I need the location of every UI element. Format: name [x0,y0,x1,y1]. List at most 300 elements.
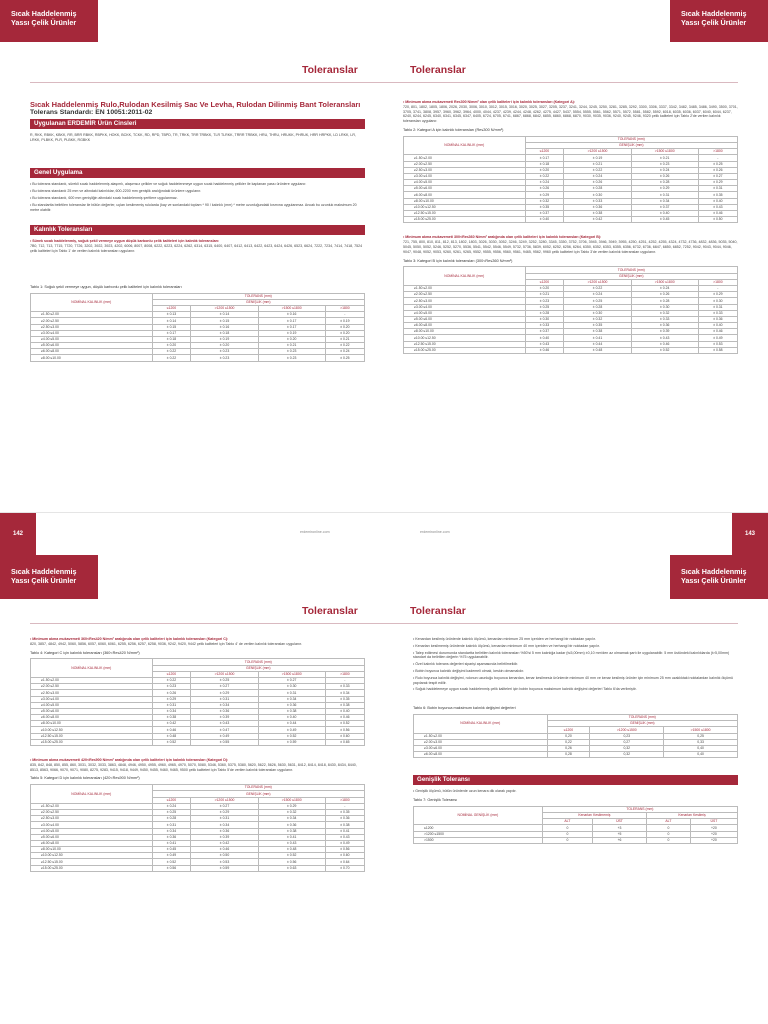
table-cell: ≥3.00 ≤6.00 [414,745,548,751]
table-cell: ± 0.40 [258,715,325,721]
tab-title-line1: Sıcak Haddelenmiş [681,567,747,576]
table-row [404,347,738,353]
table-cell: ± 0.38 [258,708,325,714]
table-cell: ± 0.23 [258,355,325,361]
table6-caption: Tablo 6: Bobin boyunca maksimum kalınlık değişimi değerleri [413,706,516,711]
table-cell: ± 0.48 [152,733,191,739]
table-cell: ± 0.36 [152,834,191,840]
column-header: >1800 [698,149,737,155]
table-cell: ≥12.50 ≤15.00 [404,211,526,217]
table-cell: ≥8.00 ≤10.00 [31,721,153,727]
table-cell: ≥3.00 ≤4.00 [31,696,153,702]
category-a-intro: • Sünek sıcak haddelenmiş, soğuk şekil vermeye uygun düşük karbonlu çelik kaliteleri için kalınlık toleransları: 7B0, 712, 713, 7715, 7720, 7726, 3202, 3922, 3923, 4202, 6006, 8007, 8008, 6222, 6223, 6224, 6262, 6314, 6315, 6400, 6407, 6412, 6413, 6422, 6423, 6424, 6426, 6523, 6624, 7222, 7234, 7414, 7418, 7524 çelik kaliteleri için Tablo 1' de verilen kalınlık toleransları uygulanır. [30,239,363,253]
section-title-right: Toleranslar [410,64,466,76]
table-cell: ± 0.40 [698,198,737,204]
table-cell: ± 0.52 [152,739,191,745]
column-header: ≤1200 [547,727,590,733]
table-cell: ± 0.38 [325,822,364,828]
thickness-header: NOMİNAL KALINLIK (mm) [31,293,153,312]
table-cell: ± 0.26 [631,173,698,179]
table-cell: 0,40 [664,745,738,751]
general-item: • Bu tolerans standardı, 600 mm genişliğin altındaki sıcak haddelenmiş şeritlere uygulanmaz. [30,195,178,200]
table-cell: ± 0.29 [698,180,737,186]
table-cell: ± 0.36 [191,708,258,714]
width-header: GENİŞLİK (mm) [152,299,364,305]
table-cell: ≥1.50 ≤2.00 [31,312,153,318]
table-cell: ± 0.22 [325,343,364,349]
table-cell: ± 0.39 [631,329,698,335]
table-cell: ± 0.30 [258,684,325,690]
table-cell: ± 0.42 [564,217,631,223]
table-cell: ± 0.30 [564,192,631,198]
table-cell: ± 0.21 [631,155,698,161]
table-cell: ± 0.36 [258,822,325,828]
table-cell: 0,28 [547,752,590,758]
table-cell: ≥15.00 ≤25.00 [31,865,153,871]
bar-products: Uygulanan ERDEMİR Ürün Cinsleri [30,119,365,129]
table-cell: 0,27 [590,739,664,745]
table-cell: ≥2.00 ≤2.50 [404,161,526,167]
bar-thickness: Kalınlık Toleransları [30,225,365,235]
table-cell: +3 [592,825,646,831]
table-cell: ± 0.20 [152,343,191,349]
tab-title-line2: Yassı Çelik Ürünler [11,576,77,585]
table-cell: ≥5.00 ≤6.00 [31,834,153,840]
table-cell: ± 0.35 [525,204,564,210]
table-cell: ± 0.24 [525,180,564,186]
tab-title-line1: Sıcak Haddelenmiş [681,9,747,18]
table-cell: ± 0.65 [325,739,364,745]
table-cell: ± 0.37 [631,204,698,210]
table-cell: ± 0.56 [325,847,364,853]
table-cell: ± 0.38 [152,715,191,721]
table-cell: ≥8.00 ≤10.00 [31,847,153,853]
table-cell: ≥3.00 ≤4.00 [404,304,526,310]
table-cell: ± 0.52 [258,733,325,739]
table-row [31,865,365,871]
table-cell: ± 0.49 [191,733,258,739]
table-cell: ≥2.50 ≤3.00 [404,167,526,173]
column-header: ALT [647,819,691,825]
table-cell: ± 0.20 [525,167,564,173]
header-tab-right [670,555,768,599]
table-cell: ± 0.28 [631,180,698,186]
table-cell: ± 0.33 [525,323,564,329]
table-cell: ± 0.26 [698,167,737,173]
table-cell: ± 0.23 [191,349,258,355]
table-cell: ± 0.21 [564,161,631,167]
table-cell: ≥3.00 ≤4.00 [404,173,526,179]
table-cell: ± 0.42 [191,840,258,846]
table2-caption: Tablo 2: Kategori A için kalınlık toleransları (Re≤300 N/mm²) [403,127,504,132]
table-cell: ± 0.29 [525,192,564,198]
table-cell: ± 0.35 [564,323,631,329]
table-cell: ± 0.31 [152,702,191,708]
table-cell: ≥15.00 ≤25.00 [404,347,526,353]
table-cell: ± 0.20 [325,324,364,330]
table5 [30,784,365,872]
table-cell: ± 0.49 [698,335,737,341]
table-cell: ≥10.00 ≤12.50 [404,204,526,210]
header-divider [30,82,738,83]
table-cell: ± 0.24 [631,285,698,291]
table-cell: ± 0.33 [698,310,737,316]
table-cell: ± 0.36 [631,323,698,329]
column-header: >1200 ≤1500 [564,279,631,285]
table-cell: ≥3.00 ≤4.00 [31,330,153,336]
category-d-block: • Minimum akma mukavemeti 420<Re≤900 N/mm² aralığında olan çelik kaliteleri için kalınlık toleransları (Kategori D): 835, 842, 848, 850, 855, 860, 3031, 3032, 3033, 3863, 4848, 4946, 4950, 4955, 4960, 4965, 4970, 5070, 5080, 5346, 5360, 5375, 5380, 5620, 5622, 5626, 5630, 5631, 8412, 8414, 8418, 8430, 8434, 8440, 8513, 8563, 9066, 9070, 9071, 9080, 8275, 9283, 9415, 9418, 9449, 9450, 9455, 9460, 9465, 9500 çelik kaliteleri için Tablo 5'de verilen kalınlık toleransları uygulanır. [30,758,357,772]
table-cell: ± 0.40 [525,217,564,223]
table-cell: 0,26 [547,745,590,751]
table-cell: ± 0.27 [258,677,325,683]
column-header: >1200 ≤1500 [590,727,664,733]
table-cell: ± 0.60 [325,733,364,739]
column-header: >1500 ≤1800 [258,797,325,803]
footer-url-right: erdemironline.com [420,530,450,534]
table-cell: ± 0.38 [564,211,631,217]
page-2-column [403,100,738,354]
page-1-column [30,100,365,362]
table-cell: ± 0.49 [152,853,191,859]
table-cell: ± 0.22 [152,677,191,683]
width-header: GENİŞLİK (mm) [525,273,737,279]
table-cell: ± 0.21 [325,336,364,342]
column-header: >1500 ≤1800 [258,671,325,677]
table-cell: ≥5.00 ≤6.00 [31,708,153,714]
table-cell: ± 0.23 [152,684,191,690]
table-cell: 0 [647,837,691,843]
table-cell: ± 0.22 [152,355,191,361]
width-header: NOMİNAL GENİŞLİK (mm) [414,806,543,825]
table-cell: +20 [690,837,737,843]
table-cell: 0 [542,825,592,831]
column-header: >1200 ≤1500 [191,305,258,311]
table-row [414,752,738,758]
table-cell: ± 0.23 [631,161,698,167]
table-cell: ± 0.22 [564,285,631,291]
thickness-header: NOMİNAL KALINLIK (mm) [31,785,153,804]
table-cell: ± 0.22 [525,173,564,179]
thickness-header: NOMİNAL KALINLIK (mm) [414,714,548,733]
table-cell: ± 0.41 [258,834,325,840]
table-cell: ± 0.40 [631,211,698,217]
table-cell: ± 0.27 [191,684,258,690]
table-cell: 0,32 [590,745,664,751]
table-cell: ± 0.14 [191,312,258,318]
bullet-item: • Kenardan kesilmiş ürünlerde kalınlık ölçümü, kenardan minimum 25 mm içeriden ve herhangi bir noktadan yapılır. [413,637,596,641]
table-cell: ± 0.55 [191,739,258,745]
table-cell: ± 0.48 [564,347,631,353]
table-cell: ≥1.50 ≤2.00 [31,803,153,809]
page-number-left: 142 [0,513,36,555]
table-cell: ± 0.37 [525,211,564,217]
table-cell: ≥12.50 ≤15.00 [31,733,153,739]
table-cell: ± 0.59 [191,865,258,871]
table-cell: ± 0.43 [191,721,258,727]
table-cell: ± 0.27 [698,173,737,179]
column-header: >1800 [325,797,364,803]
table-cell: ± 0.34 [258,816,325,822]
table-cell: ± 0.34 [152,708,191,714]
table-cell: ≥4.00 ≤5.00 [404,180,526,186]
table-cell: ± 0.35 [698,192,737,198]
table-cell: >1500 [414,837,543,843]
header-tab-left [0,555,98,599]
table-cell: ± 0.32 [258,809,325,815]
table-cell: ≥10.00 ≤12.50 [404,335,526,341]
table-cell: ± 0.19 [564,155,631,161]
table-cell: 0,23 [590,733,664,739]
table-cell: ± 0.27 [191,803,258,809]
table-cell: ± 0.18 [525,161,564,167]
table-cell: ± 0.36 [698,316,737,322]
table-cell: ± 0.25 [325,355,364,361]
table-cell: ± 0.17 [258,318,325,324]
table-cell: - [325,677,364,683]
bar-width: Genişlik Toleransı [413,775,738,785]
table-cell: ± 0.17 [152,330,191,336]
table-cell: ± 0.32 [631,310,698,316]
tab-title-line2: Yassı Çelik Ürünler [681,576,747,585]
table-cell: ± 0.52 [152,859,191,865]
category-a-block: • Minimum akma mukavemeti Re≤300 N/mm² olan çelik kaliteleri için kalınlık toleransları (Kategori A): 720, 801, 1802, 1805, 1806, 2026, 2030, 3006, 3010, 3012, 3015, 3016, 3020, 3025, 3027, 3205, 3237, 3241, 3244, 3245, 3250, 3281, 3285, 3292, 3300, 3306, 3337, 3342, 3482, 3485, 3486, 3490, 3500, 3701, 3705, 3741, 3808, 3957, 3960, 3962, 3964, 4000, 4044, 4237, 4239, 4244, 4248, 4262, 4275, 4427, 5437, 5554, 5555, 5561, 5562, 5571, 5572, 5581, 5582, 5592, 6018, 6035, 6036, 6037, 6040, 6044, 6237, 6240, 6244, 6245, 6340, 6341, 6345, 6347, 6405, 6724, 6705, 6741, 6867, 6868, 6842, 6855, 6860, 6868, 6870, 9030, 9035, 9036, 9240, 9245, 9246, 9320 çelik kaliteleri için Tablo 2'de verilen kalınlık toleransları uygulanır. [403,100,738,124]
table-cell: ± 0.33 [631,316,698,322]
page-3-column [30,637,365,872]
table-cell: ± 0.25 [152,809,191,815]
table-cell: ± 0.32 [525,198,564,204]
table-cell: ± 0.31 [258,690,325,696]
thickness-header: NOMİNAL KALINLIK (mm) [31,659,153,678]
table-cell: ± 0.40 [698,323,737,329]
column-header: ≤1200 [152,305,191,311]
table-cell: ± 0.46 [698,211,737,217]
thickness-header: NOMİNAL KALINLIK (mm) [404,136,526,155]
table-cell: ± 0.59 [258,739,325,745]
bullet-item: • Talep edilmesi durumunda standartta belirtilen kalınlık toleransları %50'si 5 mm kalınlığa kadar (t≤5,00mm) ±0,10 mm'den az olmamak şartı ile uygulanabilir. 5 mm üstündeki kalınlıklarda (t>5,00mm) standart da belirtilen değerin %75 uygulanabilir. [413,650,730,660]
table-cell: ± 0.30 [698,298,737,304]
column-header: >1200 ≤1500 [191,797,258,803]
table-cell: ± 0.43 [525,341,564,347]
bar-general: Genel Uygulama [30,168,365,178]
table-cell: ± 0.25 [191,677,258,683]
table-cell: ≥6.00 ≤8.00 [31,349,153,355]
table-cell: ± 0.34 [631,198,698,204]
table-cell: ≥10.00 ≤12.50 [31,853,153,859]
tab-title-line1: Sıcak Haddelenmiş [11,9,77,18]
table-cell: ± 0.31 [152,822,191,828]
column-header: ÜST [690,819,737,825]
table-cell: ± 0.58 [698,347,737,353]
table-cell: - [698,155,737,161]
column-header: >1500 ≤1800 [664,727,738,733]
table-cell: ± 0.63 [258,865,325,871]
column-header: >1200 ≤1500 [191,671,258,677]
table-cell: ± 0.49 [325,840,364,846]
table-cell: ± 0.28 [564,304,631,310]
table-cell: ≥10.00 ≤12.50 [31,727,153,733]
column-header: ALT [542,819,592,825]
column-header: >1800 [698,279,737,285]
table-cell: ± 0.52 [258,853,325,859]
table-cell: ± 0.15 [152,324,191,330]
table-cell: ± 0.23 [525,298,564,304]
table-cell: ≥12.50 ≤15.00 [31,859,153,865]
tolerance-header: TOLERANS (mm) [152,785,364,791]
table-cell: ± 0.42 [152,721,191,727]
table-cell: ± 0.28 [152,816,191,822]
tolerance-header: TOLERANS (mm) [525,136,737,142]
table-cell: ± 0.34 [191,702,258,708]
table-cell: ± 0.26 [631,292,698,298]
column-header: ÜST [592,819,646,825]
table-cell: ± 0.30 [631,304,698,310]
table-cell: - [698,285,737,291]
group-header: Kenarları Kesilmiş [647,813,738,819]
section-title-left: Toleranslar [302,64,358,76]
table-cell: ± 0.32 [564,316,631,322]
table-cell: ± 0.24 [325,349,364,355]
group-header: Kenarları Kesilmemiş [542,813,646,819]
table-cell: ≥5.00 ≤6.00 [404,316,526,322]
table-cell: ± 0.53 [698,341,737,347]
table-cell: ≥6.00 ≤8.00 [31,840,153,846]
table-cell: ± 0.28 [631,298,698,304]
table-cell: ≥2.50 ≤3.00 [31,816,153,822]
table-cell: ≤1200 [414,825,543,831]
bullet-item: • Rulo boyunca kalınlık değişimi, rulonun uzunluğu boyunca kenardan, kenar kesilmesiz ürünlerde minimum 40 mm ve kenar kesilmiş ürünler için minimum 25 mm uzaklıktaki noktalardan kalınlık ölçümü yapılarak tespit edilir. [413,675,734,685]
bullet-item: • Bobin boyunca kalınlık değişimi kademeli olmalı, keskin olmamalıdır. [413,668,525,673]
table-cell: ± 0.43 [631,335,698,341]
table-cell: ± 0.29 [698,292,737,298]
table-cell: ± 0.31 [631,192,698,198]
table-cell: ± 0.48 [258,847,325,853]
table-cell: ± 0.53 [191,859,258,865]
table-cell: ± 0.19 [258,330,325,336]
table-cell: ± 0.49 [258,727,325,733]
table-cell: ± 0.37 [525,329,564,335]
table-cell: ± 0.29 [631,186,698,192]
table-cell: ± 0.43 [698,204,737,210]
table-cell: ≥8.00 ≤10.00 [404,329,526,335]
table-cell: ≥2.00 ≤2.50 [31,318,153,324]
table-cell: ± 0.29 [152,696,191,702]
table-cell: ± 0.70 [325,865,364,871]
table-cell: 0,20 [547,733,590,739]
table-cell: ± 0.18 [152,336,191,342]
column-header: >1200 ≤1500 [564,149,631,155]
table-cell: ± 0.40 [325,708,364,714]
table-row [31,355,365,361]
table-cell: ≥4.00 ≤5.00 [31,702,153,708]
table-cell: 0,33 [664,739,738,745]
table-cell: ± 0.39 [191,715,258,721]
table-cell: ± 0.46 [325,715,364,721]
table-cell: ± 0.31 [191,816,258,822]
table-cell: ≥1.50 ≤2.00 [404,155,526,161]
footer-url-left: erdemironline.com [300,530,330,534]
general-item: • Bu tolerans standardı, sürekli sıcak haddelenmiş alaşımlı, alaşımsız çelikler ve soğuk haddelenmeye uygun sıcak haddelenmiş çelikler ile kaplanan yassı ürünlere uygulanır. [30,182,307,187]
table-cell: ± 0.25 [564,298,631,304]
table-cell: ± 0.41 [325,828,364,834]
table-cell: ± 0.36 [258,702,325,708]
bullet-item: • Kenarları kesilmemiş ürünlerde kalınlık ölçümü, kenardan minimum 40 mm içeriden ve herhangi bir noktadan yapılır. [413,643,600,648]
spread-bottom [0,512,768,1024]
table-cell: +20 [690,825,737,831]
section-title-left: Toleranslar [302,605,358,617]
page-4-column [413,637,738,844]
table-cell: ± 0.43 [325,834,364,840]
table-cell: 0,32 [590,752,664,758]
table-cell: ± 0.21 [525,292,564,298]
table-row [404,217,738,223]
tab-title-line2: Yassı Çelik Ürünler [681,18,747,27]
table-cell: ± 0.44 [258,721,325,727]
table6 [413,714,738,758]
table-cell: ± 0.18 [191,330,258,336]
table-cell: ≥15.00 ≤25.00 [31,739,153,745]
table-cell: ± 0.56 [258,859,325,865]
table-cell: 0 [647,831,691,837]
table-cell: - [325,312,364,318]
table-cell: ± 0.28 [564,186,631,192]
column-header: >1500 ≤1800 [631,279,698,285]
category-b-block: • Minimum akma mukavemeti 300<Re≤360 N/mm² aralığında olan çelik kaliteleri için kalınlık toleransları (Kategori B): 721, 755, 800, 810, 811, 812, 813, 1802, 1803, 3026, 3030, 3052, 3246, 3249, 3252, 3280, 3345, 3350, 3752, 3706, 3945, 3946, 3949, 3955, 4250, 4251, 4252, 4255, 4324, 4732, 4736, 4832, 4836, 5035, 5040, 5045, 5050, 5052, 5246, 5252, 5270, 5536, 5541, 5542, 5546, 5549, 5732, 5736, 5839, 6052, 6252, 6256, 6264, 6350, 6352, 6353, 6355, 6356, 6732, 6736, 6847, 6850, 6852, 7252, 9042, 9043, 9044, 9046, 9047, 9048, 9052, 9053, 9260, 9261, 9265, 9552, 9555, 9556, 9560, 9561, 9465, 9562, 9960 çelik kaliteleri için Tablo 3'de verilen kalınlık toleransları uygulanır. [403,235,738,254]
table-cell: ≥4.00 ≤5.00 [31,828,153,834]
header-tab-left [0,0,98,42]
table-cell: ≥5.00 ≤6.00 [404,186,526,192]
table-cell: ± 0.45 [631,217,698,223]
table-cell: +20 [690,831,737,837]
tolerance-header: TOLERANS (mm) [152,293,364,299]
table-cell: ± 0.34 [152,828,191,834]
table-cell: ± 0.29 [191,809,258,815]
table-cell: ± 0.56 [325,727,364,733]
table-cell: ± 0.50 [191,853,258,859]
bullet-item: • Özel kalınlık tolerans değerleri siparişi aşamasında belirtilmelidir. [413,662,519,667]
table-cell: ± 0.38 [258,828,325,834]
table-cell: ≥6.00 ≤8.00 [404,192,526,198]
width-header: GENİŞLİK (mm) [525,142,737,148]
tab-title-line1: Sıcak Haddelenmiş [11,567,77,576]
tolerance-header: TOLERANS (mm) [547,714,737,720]
table-cell: ± 0.29 [191,690,258,696]
table-cell: ± 0.52 [325,721,364,727]
table-cell: ± 0.20 [525,285,564,291]
table-cell: ± 0.31 [698,304,737,310]
table-cell: ± 0.20 [191,343,258,349]
column-header: >1500 ≤1800 [631,149,698,155]
table-cell: ≥1.50 ≤2.00 [404,285,526,291]
table-cell: ≥2.50 ≤3.00 [31,324,153,330]
table-cell: 0,40 [664,752,738,758]
column-header: >1800 [325,671,364,677]
tab-title-line2: Yassı Çelik Ürünler [11,18,77,27]
table-cell: ± 0.23 [191,355,258,361]
table-cell: ≥2.00 ≤2.50 [31,809,153,815]
table-cell: ± 0.13 [152,312,191,318]
table-cell: 0 [647,825,691,831]
table-cell: ≥6.00 ≤8.00 [31,715,153,721]
table-cell: ± 0.38 [564,329,631,335]
table-cell: ≥4.00 ≤5.00 [31,336,153,342]
header-divider [30,623,738,624]
general-item: • Bu standartta belirtilen toleranslar ile bütün değerler, uçları kesilmemiş rulolarda (kay ve sonlandaki toplam * 90 / kalınlık (mm) * metre uzunluğundaki kısmına uygulanmaz. Ancak bu uzunluk maksimum 20 metre olabilir. [30,202,357,212]
table-cell: ± 0.38 [325,702,364,708]
table-cell: ± 0.28 [525,310,564,316]
table-cell: ± 0.47 [191,727,258,733]
table-cell: ± 0.46 [191,847,258,853]
table3-caption: Tablo 3: Kategori B için kalınlık toleransları (300<Re≤360 N/mm²) [403,258,513,263]
